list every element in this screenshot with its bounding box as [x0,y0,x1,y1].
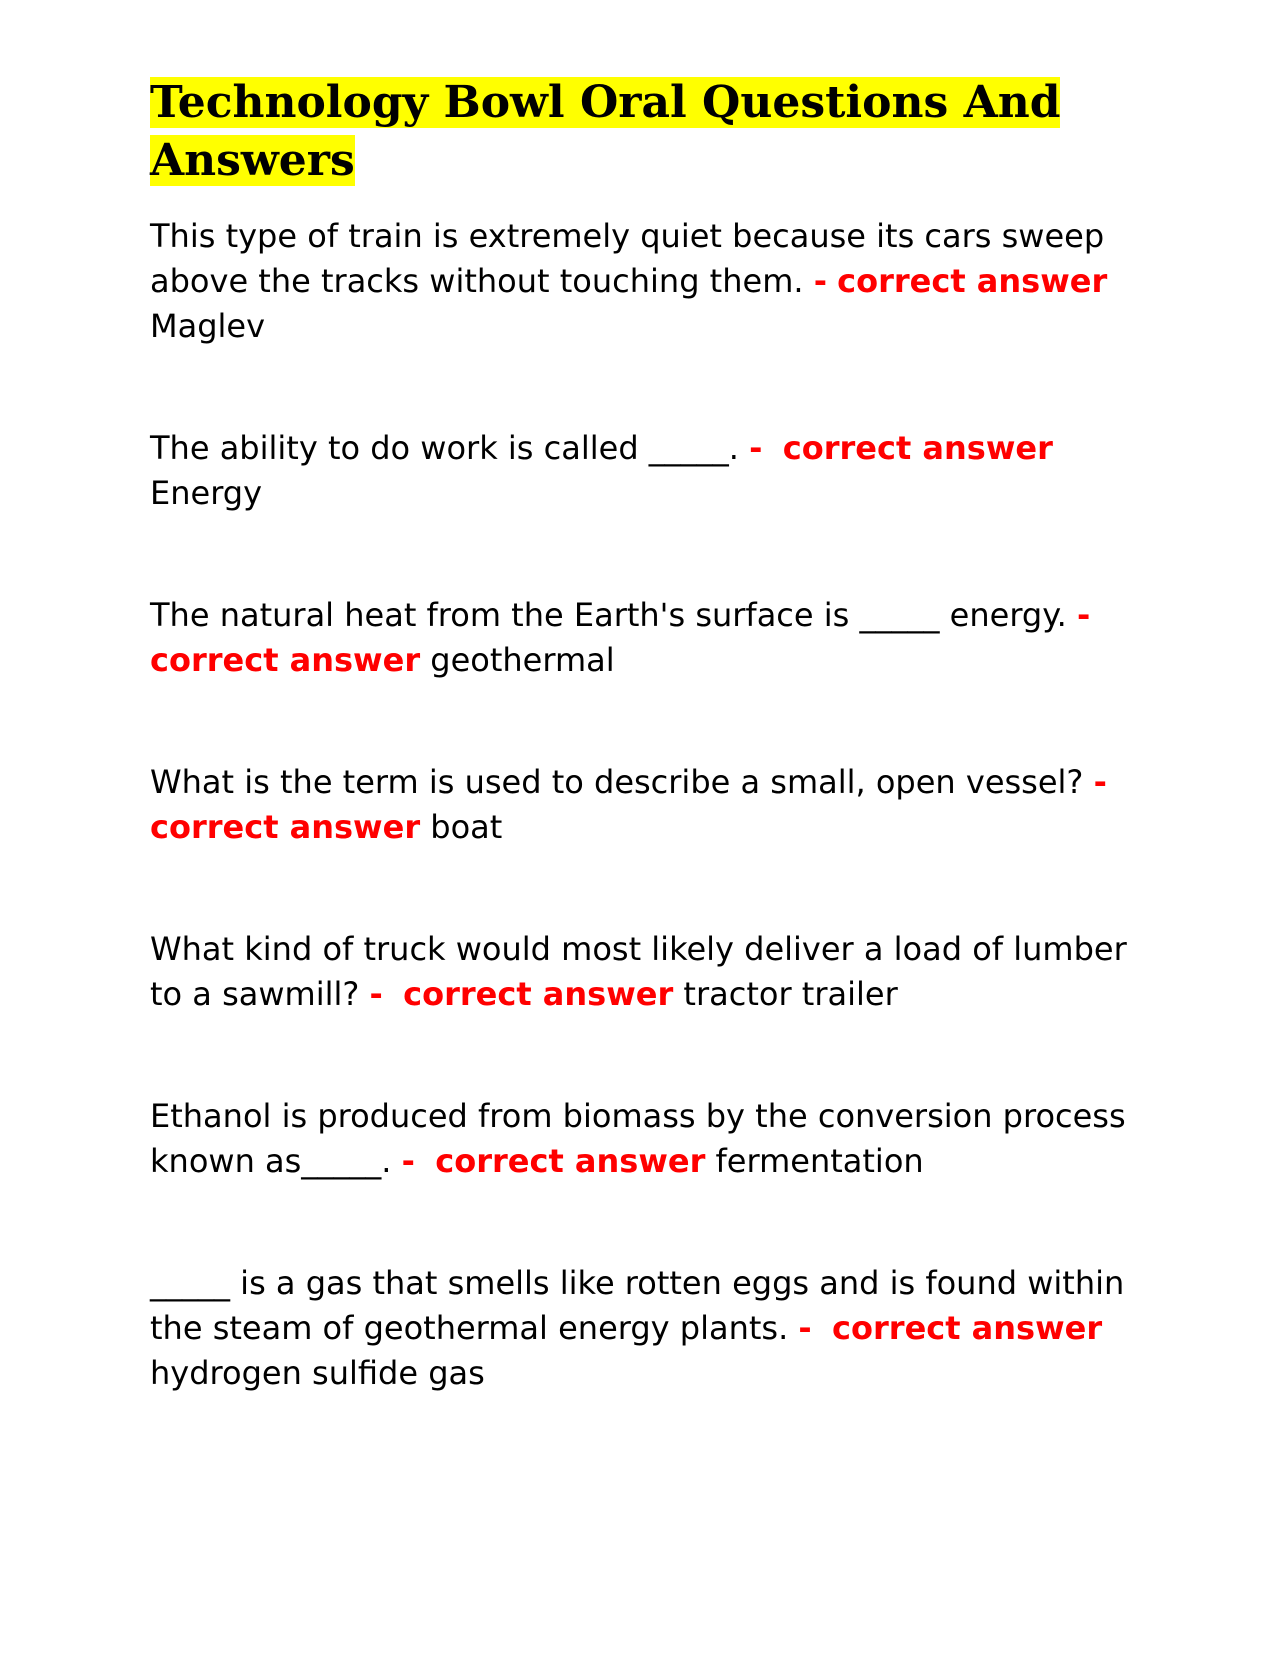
qa-item-4 [150,760,1140,850]
question-text: What kind of truck would most likely deliver a load of lumber to a sawmill? [150,930,1127,1013]
answer-text: boat [430,808,503,846]
correct-answer-label: correct answer [150,641,421,679]
correct-answer-label: correct answer [837,262,1108,300]
document-title [150,74,1140,190]
question-text: Ethanol is produced from biomass by the conversion process known as_____. [150,1097,1126,1180]
answer-separator: - [401,1142,415,1180]
answer-text: Energy [150,474,263,512]
qa-item-7 [150,1261,1140,1396]
document-title-text: Technology Bowl Oral Questions And Answers [150,77,1061,186]
question-text: The natural heat from the Earth's surface is _____ energy. [150,596,1067,634]
qa-item-3 [150,593,1140,683]
correct-answer-label: correct answer [782,429,1053,467]
answer-text: geothermal [430,641,615,679]
correct-answer-label: correct answer [832,1309,1103,1347]
qa-item-6 [150,1094,1140,1184]
answer-separator: - [1093,763,1107,801]
question-text: The ability to do work is called _____. [150,429,739,467]
answer-separator: - [369,975,383,1013]
question-text: What is the term is used to describe a small, open vessel? [150,763,1084,801]
qa-item-2 [150,426,1140,516]
question-text: _____ is a gas that smells like rotten eggs and is found within the steam of geothermal energy plants. [150,1264,1125,1347]
correct-answer-label: correct answer [403,975,674,1013]
qa-item-1 [150,214,1140,349]
correct-answer-label: correct answer [435,1142,706,1180]
answer-text: Maglev [150,307,266,345]
answer-text: tractor trailer [683,975,898,1013]
answer-text: fermentation [715,1142,924,1180]
correct-answer-label: correct answer [150,808,421,846]
answer-separator: - [798,1309,812,1347]
answer-text: hydrogen sulfide gas [150,1354,485,1392]
answer-separator: - [813,262,827,300]
document-page [150,74,1140,1396]
answer-separator: - [1076,596,1091,634]
question-text: This type of train is extremely quiet because its cars sweep above the tracks without touching them. [150,217,1105,300]
answer-separator: - [749,429,763,467]
qa-item-5 [150,927,1140,1017]
